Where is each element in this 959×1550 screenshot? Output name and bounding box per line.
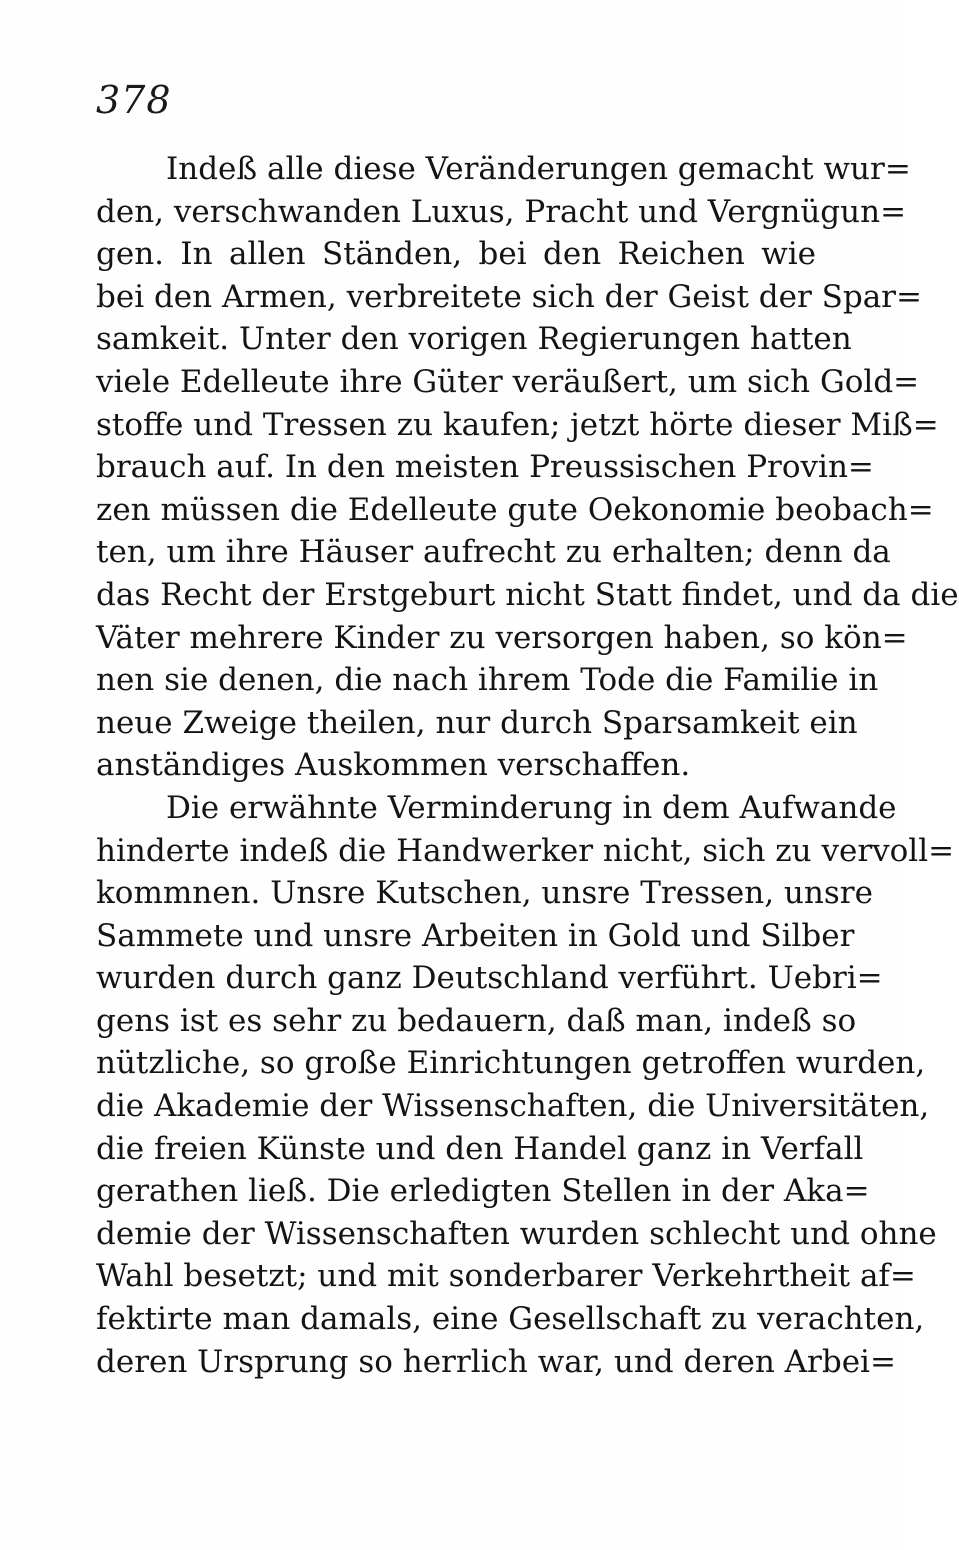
text-line: stoffe und Tressen zu kaufen; jetzt hörte dieser Miß=: [96, 406, 939, 443]
text-line: nützliche, so große Einrichtungen getroffen wurden,: [96, 1045, 926, 1082]
text-line: viele Edelleute ihre Güter veräußert, um sich Gold=: [96, 363, 920, 400]
text-line: hinderte indeß die Handwerker nicht, sich zu vervoll=: [96, 832, 955, 869]
text-line: wurden durch ganz Deutschland verführt. Uebri=: [96, 960, 883, 997]
text-line: kommnen. Unsre Kutschen, unsre Tressen, unsre: [96, 875, 873, 912]
text-line: gen. In allen Ständen, bei den Reichen wie: [96, 236, 816, 273]
text-line: bei den Armen, verbreitete sich der Geist der Spar=: [96, 278, 922, 315]
text-line: zen müssen die Edelleute gute Oekonomie beobach=: [96, 491, 934, 528]
text-line: das Recht der Erstgeburt nicht Statt findet, und da die: [96, 576, 959, 613]
text-line: gerathen ließ. Die erledigten Stellen in der Aka=: [96, 1173, 870, 1210]
text-line: deren Ursprung so herrlich war, und deren Arbei=: [96, 1343, 896, 1380]
text-line: brauch auf. In den meisten Preussischen Provin=: [96, 449, 874, 486]
text-line: die Akademie der Wissenschaften, die Universitäten,: [96, 1088, 930, 1125]
text-line: Sammete und unsre Arbeiten in Gold und Silber: [96, 917, 855, 954]
text-line: anständiges Auskommen verschaffen.: [96, 747, 691, 784]
text-line: gens ist es sehr zu bedauern, daß man, indeß so: [96, 1002, 857, 1039]
text-line: samkeit. Unter den vorigen Regierungen hatten: [96, 321, 852, 358]
text-line: fektirte man damals, eine Gesellschaft zu verachten,: [96, 1301, 925, 1338]
text-line: die freien Künste und den Handel ganz in Verfall: [96, 1130, 864, 1167]
text-line: neue Zweige theilen, nur durch Sparsamkeit ein: [96, 704, 858, 741]
text-line: nen sie denen, die nach ihrem Tode die Familie in: [96, 662, 879, 699]
text-line: Väter mehrere Kinder zu versorgen haben, so kön=: [96, 619, 908, 656]
body-text: [96, 148, 959, 1383]
text-line: ten, um ihre Häuser aufrecht zu erhalten; denn da: [96, 534, 891, 571]
page-number: 378: [96, 78, 172, 122]
text-line: Indeß alle diese Veränderungen gemacht wur=: [166, 151, 911, 187]
text-line: Wahl besetzt; und mit sonderbarer Verkehrtheit af=: [96, 1258, 916, 1295]
text-line: Die erwähnte Verminderung in dem Aufwande: [166, 789, 897, 826]
text-line: demie der Wissenschaften wurden schlecht und ohne: [96, 1215, 937, 1252]
text-line: den, verschwanden Luxus, Pracht und Vergnügun=: [96, 193, 907, 230]
